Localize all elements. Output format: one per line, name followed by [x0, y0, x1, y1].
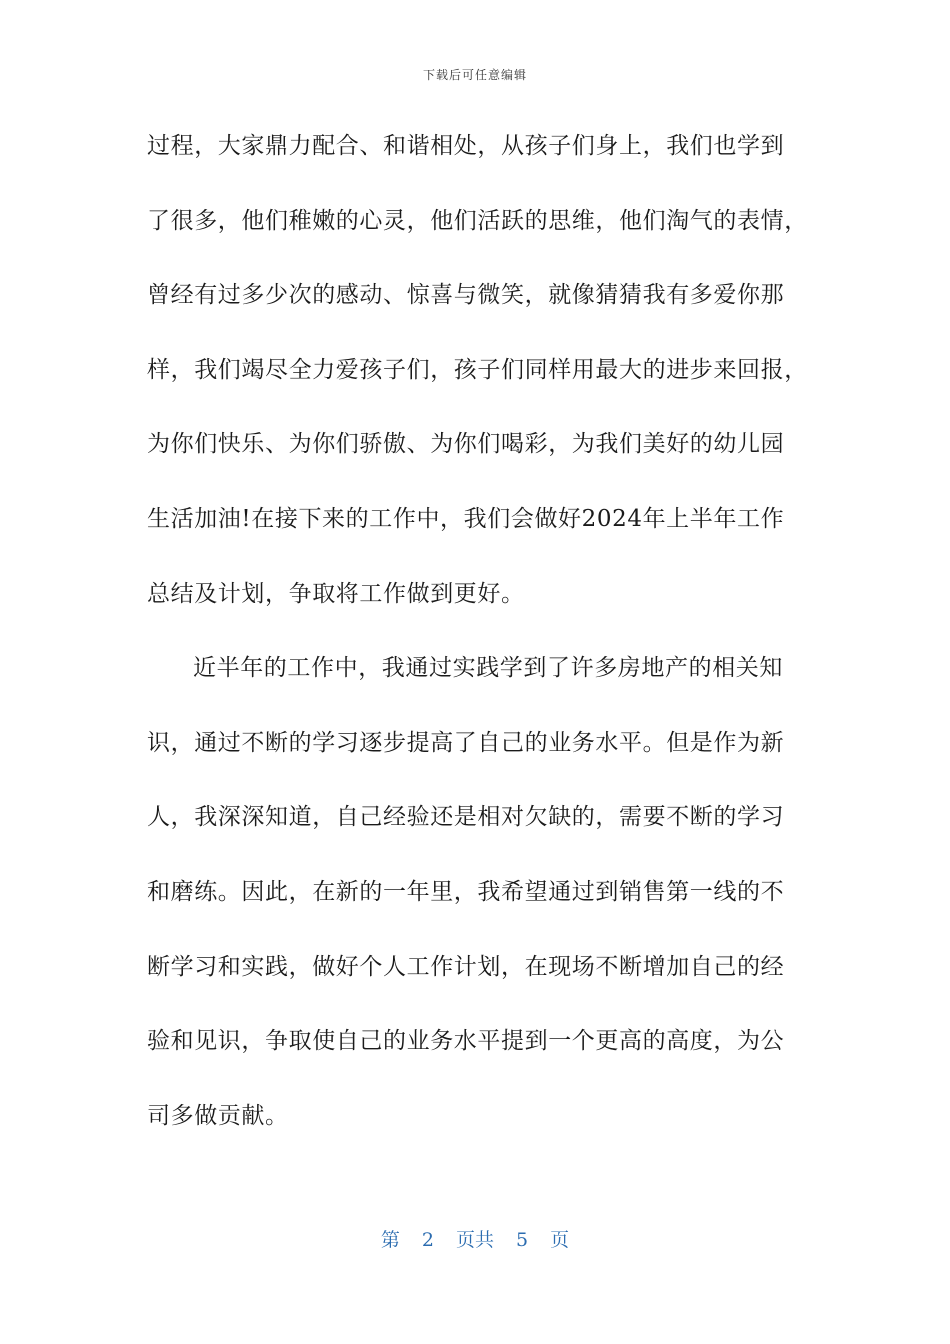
body-line: 样，我们竭尽全力爱孩子们，孩子们同样用最大的进步来回报，	[147, 356, 808, 383]
current-page-number: 2	[421, 1229, 434, 1251]
body-line: 总结及计划，争取将工作做到更好。	[147, 580, 525, 607]
page-prefix: 第	[380, 1229, 400, 1251]
page-header: 下载后可任意编辑	[422, 68, 527, 82]
page-suffix: 页	[550, 1229, 570, 1251]
body-line: 为你们快乐、为你们骄傲、为你们喝彩，为我们美好的幼儿园	[147, 431, 785, 458]
body-line: 验和见识，争取使自己的业务水平提到一个更高的高度，为公	[147, 1028, 785, 1055]
body-line: 和磨练。因此，在新的一年里，我希望通过到销售第一线的不	[147, 878, 785, 905]
page-footer	[0, 1225, 950, 1252]
document-body	[147, 125, 807, 1169]
body-line: 识，通过不断的学习逐步提高了自己的业务水平。但是作为新	[147, 729, 785, 756]
body-line: 了很多，他们稚嫩的心灵，他们活跃的思维，他们淘气的表情，	[147, 207, 808, 234]
body-line: 人，我深深知道，自己经验还是相对欠缺的，需要不断的学习	[147, 804, 785, 831]
body-line: 生活加油!在接下来的工作中，我们会做好2024年上半年工作	[147, 505, 785, 532]
page-mid: 页共	[455, 1229, 494, 1251]
total-pages-number: 5	[516, 1229, 529, 1251]
body-line: 断学习和实践，做好个人工作计划，在现场不断增加自己的经	[147, 953, 785, 980]
paragraph-start-line: 近半年的工作中，我通过实践学到了许多房地产的相关知	[193, 655, 783, 682]
body-line: 过程，大家鼎力配合、和谐相处，从孩子们身上，我们也学到	[147, 133, 785, 159]
body-line: 曾经有过多少次的感动、惊喜与微笑，就像猜猜我有多爱你那	[147, 282, 785, 309]
body-line: 司多做贡献。	[147, 1102, 289, 1129]
